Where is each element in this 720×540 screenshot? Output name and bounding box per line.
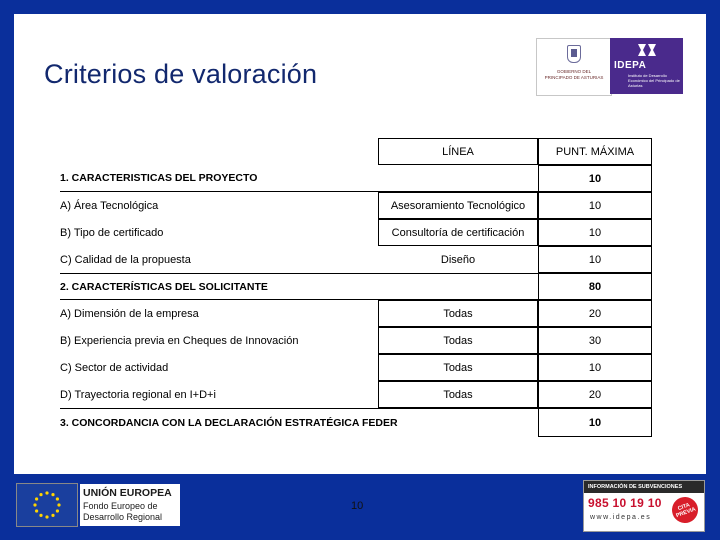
s2-row-1-linea: Todas	[378, 300, 538, 327]
eu-feder-label	[80, 484, 180, 526]
idepa-mark-icon	[638, 44, 656, 56]
gov-logo-text: GOBIERNO DEL PRINCIPADO DE ASTURIAS	[544, 69, 604, 80]
s1-row-2-linea: Consultoría de certificación	[378, 219, 538, 246]
idepa-logo	[610, 38, 683, 94]
info-website: www.idepa.es	[590, 514, 652, 521]
s1-row-1-linea: Asesoramiento Tecnológico	[378, 192, 538, 219]
eu-label-line-1: UNIÓN EUROPEA	[83, 487, 172, 499]
eu-label-line-2: Fondo Europeo de	[83, 501, 158, 511]
s2-row-4-label: D) Trayectoria regional en I+D+i	[60, 388, 216, 401]
criteria-table	[60, 138, 652, 437]
section-2-points: 80	[538, 273, 652, 300]
slide	[14, 14, 706, 474]
subsidy-info-banner	[583, 480, 705, 532]
s2-row-2-linea: Todas	[378, 327, 538, 354]
s1-row-3-linea: Diseño	[440, 253, 476, 266]
page-number: 10	[351, 500, 364, 512]
section-2-title: 2. CARACTERÍSTICAS DEL SOLICITANTE	[60, 273, 538, 300]
idepa-logo-name: IDEPA	[614, 60, 647, 71]
section-3-points: 10	[538, 408, 652, 437]
section-1-points: 10	[538, 165, 652, 192]
s1-row-3-label: C) Calidad de la propuesta	[60, 253, 191, 266]
s2-row-1-points: 20	[538, 300, 652, 327]
s2-row-2-label: B) Experiencia previa en Cheques de Innovación	[60, 334, 299, 347]
eu-flag-icon	[16, 483, 78, 527]
s1-row-3-points: 10	[538, 246, 652, 273]
coat-of-arms-icon	[567, 45, 581, 63]
s2-row-2-points: 30	[538, 327, 652, 354]
cita-previa-stamp: CITA PREVIA	[668, 493, 701, 526]
page-title: Criterios de valoración	[44, 59, 318, 89]
info-phone: 985 10 19 10	[588, 496, 662, 510]
header-punt-maxima: PUNT. MÁXIMA	[538, 138, 652, 165]
header-linea: LÍNEA	[378, 138, 538, 165]
idepa-logo-subtitle: Instituto de Desarrollo Económico del Principado de Asturias	[628, 73, 680, 88]
s2-row-1-label: A) Dimensión de la empresa	[60, 307, 199, 320]
s1-row-1-label: A) Área Tecnológica	[60, 199, 159, 212]
s2-row-3-points: 10	[538, 354, 652, 381]
eu-label-line-3: Desarrollo Regional	[83, 512, 163, 522]
s1-row-2-label: B) Tipo de certificado	[60, 226, 164, 239]
gobierno-asturias-logo	[536, 38, 612, 96]
s2-row-4-linea: Todas	[378, 381, 538, 408]
s2-row-3-linea: Todas	[378, 354, 538, 381]
s1-row-2-points: 10	[538, 219, 652, 246]
s2-row-3-label: C) Sector de actividad	[60, 361, 169, 374]
info-banner-header: INFORMACIÓN DE SUBVENCIONES	[584, 481, 704, 493]
s2-row-4-points: 20	[538, 381, 652, 408]
s1-row-1-points: 10	[538, 192, 652, 219]
section-3-title: 3. CONCORDANCIA CON LA DECLARACIÓN ESTRATÉGICA FEDER	[60, 408, 538, 437]
section-1-title: 1. CARACTERISTICAS DEL PROYECTO	[60, 165, 538, 192]
